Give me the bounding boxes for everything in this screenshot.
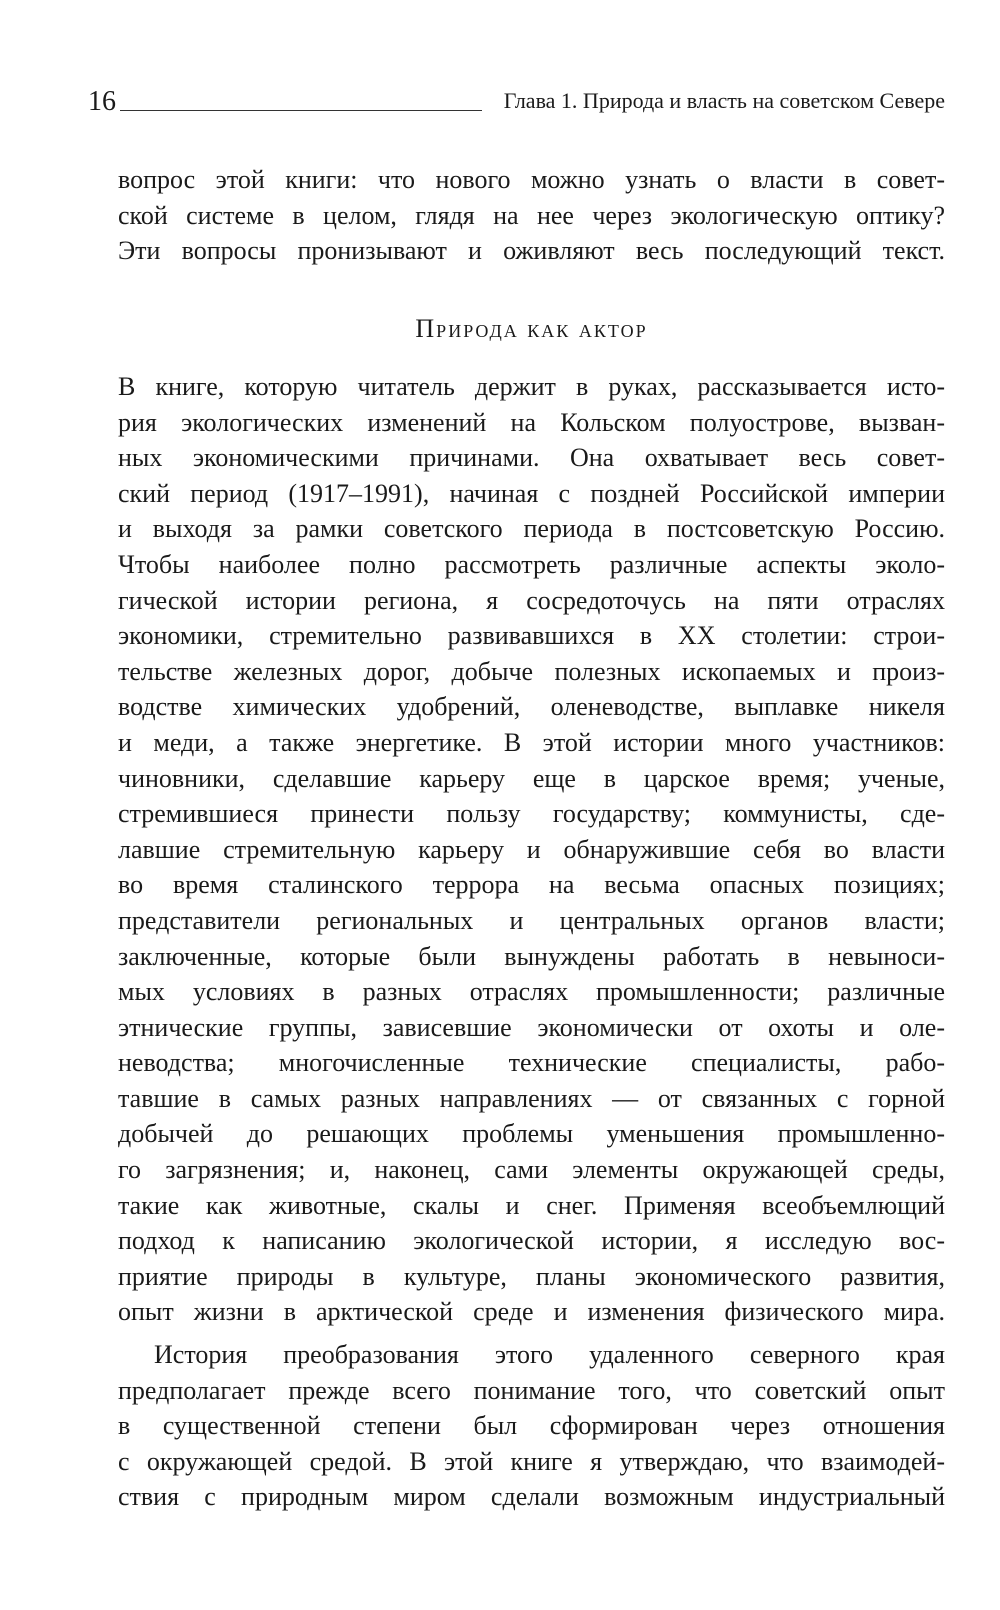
text-line: гической истории региона, я сосредоточусь на пяти отраслях	[118, 585, 945, 615]
text-line: водстве химических удобрений, оленеводстве, выплавке никеля	[118, 692, 945, 722]
text-line: стремившиеся принести пользу государству; коммунисты, сде-	[118, 799, 945, 829]
text-line: вопрос этой книги: что нового можно узнать о власти в совет-	[118, 165, 945, 194]
text-line: в существенной степени был сформирован через отношения	[118, 1411, 945, 1441]
text-line: во время сталинского террора на весьма опасных позициях;	[118, 870, 945, 900]
text-line: тельстве железных дорог, добыче полезных ископаемых и произ-	[118, 656, 945, 686]
text-line: с окружающей средой. В этой книге я утверждаю, что взаимодей-	[118, 1446, 945, 1476]
text-line: экономики, стремительно развивавшихся в XX столетии: строи-	[118, 621, 945, 651]
text-line: В книге, которую читатель держит в руках, рассказывается исто-	[118, 372, 945, 401]
text-line: предполагает прежде всего понимание того, что советский опыт	[118, 1375, 945, 1405]
header-rule	[120, 110, 482, 111]
text-line: ствия с природным миром сделали возможным индустриальный	[118, 1482, 945, 1512]
text-line: го загрязнения; и, наконец, сами элементы окружающей среды,	[118, 1155, 945, 1185]
section-heading: Природа как актор	[415, 314, 648, 343]
text-line: и меди, а также энергетике. В этой истории много участников:	[118, 727, 945, 757]
paragraph-2	[118, 369, 945, 1330]
text-line: мых условиях в разных отраслях промышленности; различные	[118, 977, 945, 1007]
text-line: Эти вопросы пронизывают и оживляют весь последующий текст.	[118, 236, 945, 266]
text-line: тавшие в самых разных направлениях — от связанных с горной	[118, 1083, 945, 1113]
text-line: Чтобы наиболее полно рассмотреть различные аспекты эколо-	[118, 549, 945, 579]
text-line: заключенные, которые были вынуждены работать в невыноси-	[118, 941, 945, 971]
page-number: 16	[88, 86, 116, 117]
paragraph-1	[118, 162, 945, 269]
running-header: Глава 1. Природа и власть на советском Севере	[503, 88, 945, 113]
text-line: История преобразования этого удаленного северного края	[154, 1340, 945, 1369]
text-line: неводства; многочисленные технические специалисты, рабо-	[118, 1048, 945, 1078]
text-line: приятие природы в культуре, планы экономического развития,	[118, 1261, 945, 1291]
text-line: ской системе в целом, глядя на нее через экологическую оптику?	[118, 200, 945, 230]
text-line: и выходя за рамки советского периода в постсоветскую Россию.	[118, 514, 945, 544]
text-line: подход к написанию экологической истории, я исследую вос-	[118, 1226, 945, 1256]
text-line: такие как животные, скалы и снег. Применяя всеобъемлющий	[118, 1190, 945, 1220]
text-line: чиновники, сделавшие карьеру еще в царское время; ученые,	[118, 763, 945, 793]
text-line: рия экологических изменений на Кольском полуострове, вызван-	[118, 407, 945, 437]
paragraph-3	[118, 1337, 945, 1515]
text-line: опыт жизни в арктической среде и изменения физического мира.	[118, 1297, 945, 1327]
text-line: лавшие стремительную карьеру и обнаружившие себя во власти	[118, 834, 945, 864]
text-line: добычей до решающих проблемы уменьшения промышленно-	[118, 1119, 945, 1149]
text-line: этнические группы, зависевшие экономически от охоты и оле-	[118, 1012, 945, 1042]
text-line: ных экономическими причинами. Она охватывает весь совет-	[118, 443, 945, 473]
text-line: ский период (1917–1991), начиная с поздней Российской империи	[118, 478, 945, 508]
text-line: представители региональных и центральных органов власти;	[118, 905, 945, 935]
